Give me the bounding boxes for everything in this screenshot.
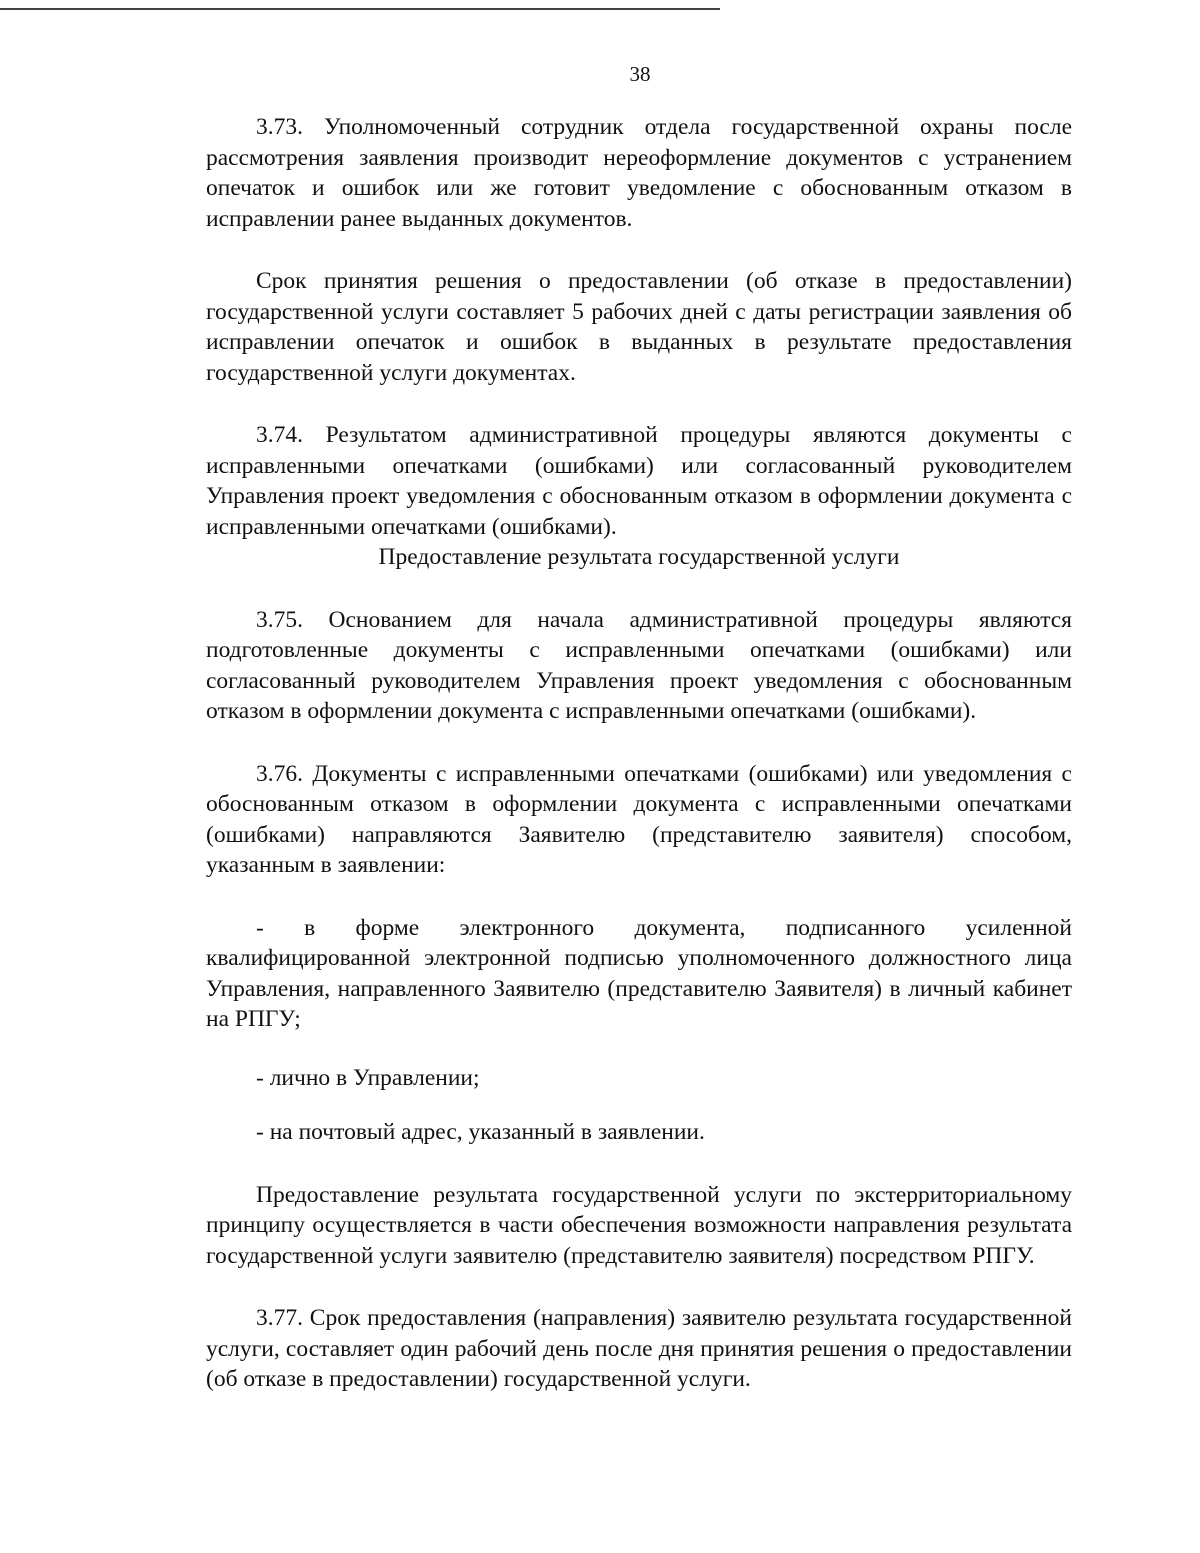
paragraph-3-75: 3.75. Основанием для начала административной процедуры являются подготовленные документы с исправленными опечатками (ошибками) или согласованный руководителем Управления проект уведомления с обоснованным отказом в оформлении документа с исправленными опечатками (ошибками).: [206, 606, 1072, 724]
section-heading: Предоставление результата государственной услуги: [378, 544, 900, 570]
document-body: [206, 112, 1072, 1395]
paragraph-3-76: 3.76. Документы с исправленными опечатками (ошибками) или уведомления с обоснованным отказом в оформлении документа с исправленными опечатками (ошибками) направляются Заявителю (представителю заявителя) способом, указанным в заявлении:: [206, 760, 1072, 878]
paragraph-decision-term: Срок принятия решения о предоставлении (об отказе в предоставлении) государственной услуги составляет 5 рабочих дней с даты регистрации заявления об исправлении опечаток и ошибок в выданных в результате предоставления государственной услуги документах.: [206, 268, 1072, 386]
list-item-electronic: - в форме электронного документа, подписанного усиленной квалифицированной электронной подписью уполномоченного должностного лица Управления, направленного Заявителю (представителю Заявителя) в личный кабинет на РПГУ;: [206, 914, 1072, 1032]
paragraph-3-73: 3.73. Уполномоченный сотрудник отдела государственной охраны после рассмотрения заявления производит нереоформление документов с устранением опечаток и ошибок или же готовит уведомление с обоснованным отказом в исправлении ранее выданных документов.: [206, 114, 1072, 232]
page-number: 38: [629, 62, 651, 86]
paragraph-3-77: 3.77. Срок предоставления (направления) заявителю результата государственной услуги, составляет один рабочий день после дня принятия решения о предоставлении (об отказе в предоставлении) государственной услуги.: [206, 1305, 1072, 1392]
paragraph-3-74: 3.74. Результатом административной процедуры являются документы с исправленными опечатками (ошибками) или согласованный руководителем Управления проект уведомления с обоснованным отказом в оформлении документа с исправленными опечатками (ошибками).: [206, 422, 1072, 540]
scan-edge-line: [0, 8, 720, 10]
paragraph-extraterritorial: Предоставление результата государственной услуги по экстерриториальному принципу осуществляется в части обеспечения возможности направления результата государственной услуги заявителю (представителю заявителя) посредством РПГУ.: [206, 1181, 1072, 1269]
list-item-postal: - на почтовый адрес, указанный в заявлении.: [256, 1119, 705, 1145]
list-item-personal: - лично в Управлении;: [256, 1064, 480, 1091]
